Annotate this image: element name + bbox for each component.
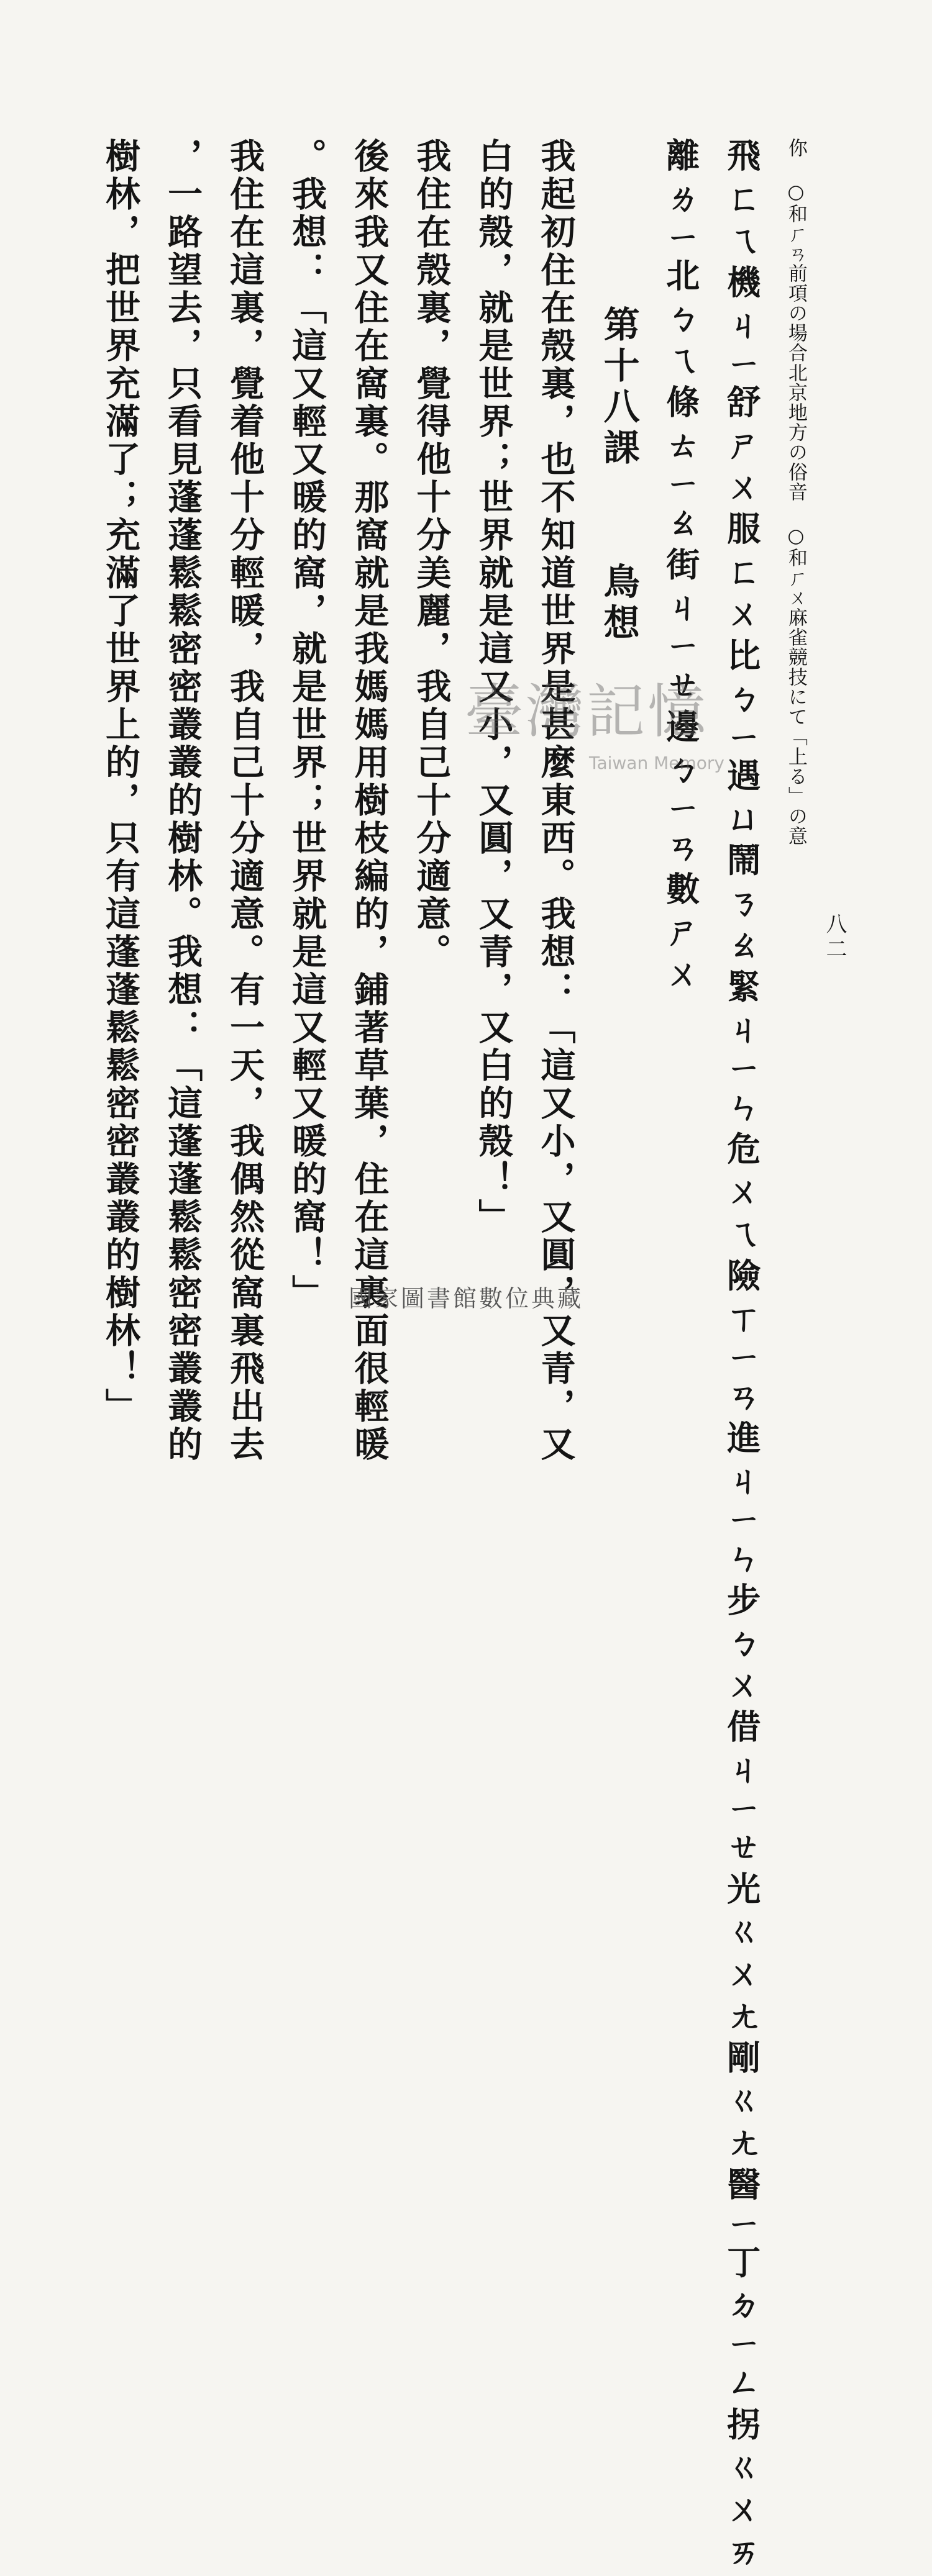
body-column: 我起初住在殼裏，也不知道世界是甚麼東西。我想：「這又小，又圓，又青，又 <box>535 138 577 1464</box>
body-column: 後來我又住在窩裏。那窩就是我媽媽用樹枝編的，鋪著草葉，住在這裏面很輕暖 <box>349 138 390 1464</box>
pronunciation-note: 你 ○和ㄏㄢ前項の場合北京地方の俗音 ○和ㄏㄨ麻雀競技にて「上る」の意 <box>784 138 807 846</box>
vocab-row-2: 離ㄌㄧ北ㄅㄟ條ㄊㄧㄠ街ㄐㄧㄝ邊ㄅㄧㄢ數ㄕㄨ <box>660 138 701 998</box>
body-column: 我住在這裏，覺着他十分輕暖，我自己十分適意。有一天，我偶然從窩裏飛出去 <box>224 138 266 1464</box>
watermark-cn: 臺灣記憶 <box>465 678 709 746</box>
watermark-en: Taiwan Memory <box>589 753 724 773</box>
body-column: ，一路望去，只看見蓬蓬鬆鬆密密叢叢的樹林。我想：「這蓬蓬鬆鬆密密叢叢的 <box>162 138 204 1464</box>
archive-footer: 國家圖書館數位典藏 <box>348 1285 583 1312</box>
body-column: 白的殼，就是世界；世界就是這又小，又圓，又青，又白的殼！」 <box>473 138 514 1236</box>
body-column: 。我想：「這又輕又暖的窩，就是世界；世界就是這又輕又暖的窩！」 <box>286 138 328 1312</box>
body-column: 我住在殼裏，覺得他十分美麗，我自己十分適意。 <box>411 138 452 971</box>
vocab-row-1: 飛ㄈㄟ機ㄐㄧ舒ㄕㄨ服ㄈㄨ比ㄅㄧ遇ㄩ鬧ㄋㄠ緊ㄐㄧㄣ危ㄨㄟ險ㄒㄧㄢ進ㄐㄧㄣ步ㄅㄨ借ㄐㄧㄝ光ㄍㄨㄤ剛ㄍㄤ醫ㄧ丁ㄉㄧㄥ拐ㄍㄨㄞ <box>721 138 762 2576</box>
lesson-heading <box>597 138 640 1237</box>
lesson-number: 第十八課 <box>597 306 640 469</box>
page-number: 八二 <box>822 913 847 963</box>
body-column: 樹林，把世界充滿了；充滿了世界上的，只有這蓬蓬鬆鬆密密叢叢的樹林！」 <box>100 138 141 1426</box>
lesson-title: 鳥想 <box>597 563 640 645</box>
